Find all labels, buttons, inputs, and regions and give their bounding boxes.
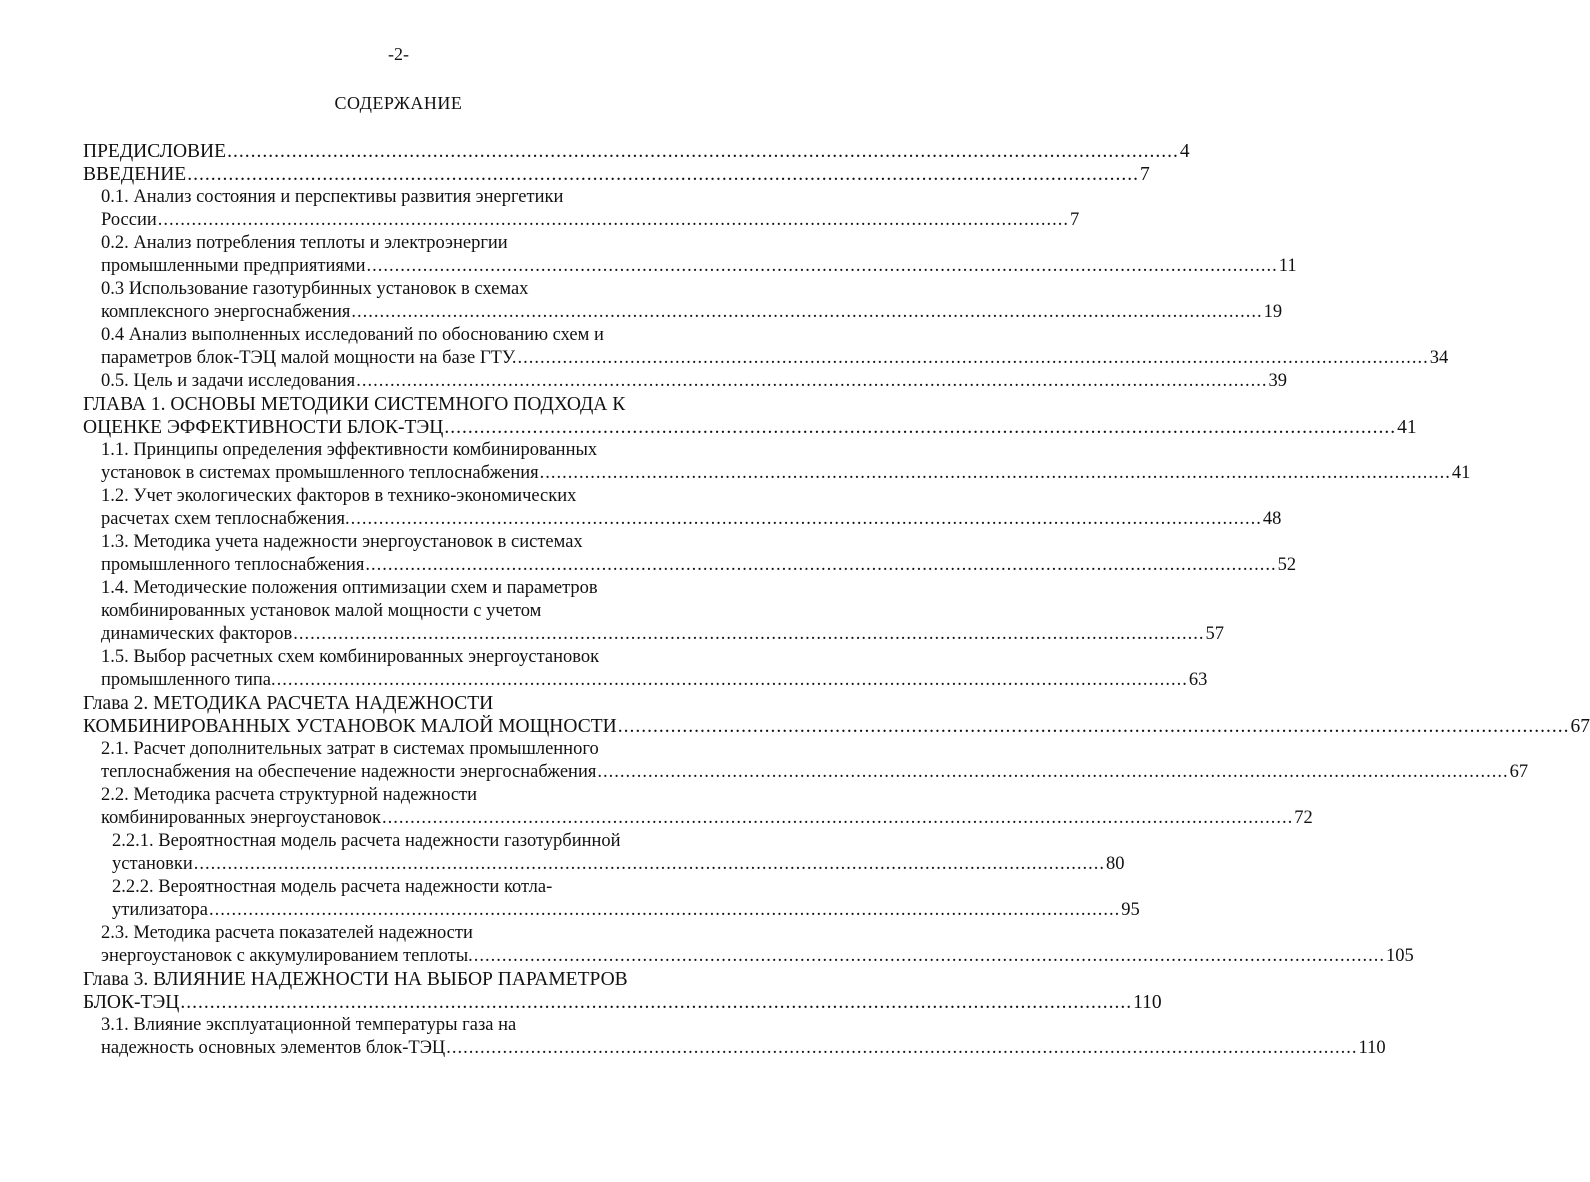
toc-entry-page: 57 <box>1205 624 1225 644</box>
leader-dots: .................................................................................................................................................................. <box>193 854 1106 874</box>
toc-entry-0-4[interactable] <box>101 324 1449 370</box>
leader-dots: .................................................................................................................................................................. <box>293 624 1205 644</box>
toc-entry-page: 48 <box>1262 509 1282 529</box>
toc-entry-page: 41 <box>1451 463 1471 483</box>
toc-entry-preface[interactable] <box>83 140 1190 163</box>
toc-entry-line: 2.2. Методика расчета структурной надежности <box>101 785 478 805</box>
toc-entry-line: 1.3. Методика учета надежности энергоустановок в системах <box>101 532 583 552</box>
toc-entry-line: 0.4 Анализ выполненных исследований по обоснованию схем и <box>101 325 604 345</box>
toc-entry-1-5[interactable] <box>101 646 1208 692</box>
toc-entry-page: 34 <box>1429 348 1449 368</box>
leader-dots: .................................................................................................................................................................. <box>617 716 1570 737</box>
toc-entry-line: 0.1. Анализ состояния и перспективы развития энергетики <box>101 187 564 207</box>
toc-entry-2-3[interactable] <box>101 922 1414 968</box>
leader-dots: .................................................................................................................................................................. <box>539 463 1451 483</box>
toc-entry-title: промышленного типа. <box>101 670 276 690</box>
toc-entry-title: ВВЕДЕНИЕ <box>83 164 187 185</box>
toc-entry-title: 0.5. Цель и задачи исследования <box>101 371 356 391</box>
toc-entry-title: России <box>101 210 157 230</box>
leader-dots: .................................................................................................................................................................. <box>180 992 1133 1013</box>
toc-entry-page: 4 <box>1179 141 1190 162</box>
toc-entry-line: 1.1. Принципы определения эффективности комбинированных <box>101 440 598 460</box>
toc-entry-page: 52 <box>1277 555 1297 575</box>
toc-entry-line: 1.5. Выбор расчетных схем комбинированных энергоустановок <box>101 647 600 667</box>
toc-entry-page: 67 <box>1509 762 1529 782</box>
toc-entry-1-1[interactable] <box>101 439 1471 485</box>
toc-entry-title: ОЦЕНКЕ ЭФФЕКТИВНОСТИ БЛОК-ТЭЦ <box>83 417 444 438</box>
leader-dots: .................................................................................................................................................................. <box>187 164 1139 185</box>
toc-entry-line: 2.2.1. Вероятностная модель расчета надежности газотурбинной <box>112 831 621 851</box>
toc-entry-2-1[interactable] <box>101 738 1529 784</box>
toc-entry-0-2[interactable] <box>101 232 1297 278</box>
toc-entry-line: комбинированных установок малой мощности с учетом <box>101 601 542 621</box>
toc-entry-page: 19 <box>1263 302 1283 322</box>
toc-entry-1-4[interactable] <box>101 577 1225 646</box>
toc-entry-page: 105 <box>1386 946 1414 966</box>
toc-entry-page: 7 <box>1139 164 1150 185</box>
toc-entry-line: 0.2. Анализ потребления теплоты и электроэнергии <box>101 233 508 253</box>
toc-entry-line: Глава 3. ВЛИЯНИЕ НАДЕЖНОСТИ НА ВЫБОР ПАРАМЕТРОВ <box>83 969 628 990</box>
toc-entry-title: теплоснабжения на обеспечение надежности энергоснабжения <box>101 762 597 782</box>
leader-dots: .................................................................................................................................................................. <box>366 256 1278 276</box>
toc-entry-chapter-1[interactable] <box>83 393 1417 439</box>
leader-dots: .................................................................................................................................................................. <box>208 900 1121 920</box>
toc-entry-title: надежность основных элементов блок-ТЭЦ <box>101 1038 446 1058</box>
toc-entry-line: 2.1. Расчет дополнительных затрат в системах промышленного <box>101 739 599 759</box>
toc-entry-title: ПРЕДИСЛОВИЕ <box>83 141 227 162</box>
toc-entry-page: 63 <box>1188 670 1208 690</box>
toc-entry-0-5[interactable] <box>101 370 1287 393</box>
toc-entry-title: БЛОК-ТЭЦ <box>83 992 180 1013</box>
toc-entry-page: 39 <box>1268 371 1287 391</box>
toc-entry-line: 1.2. Учет экологических факторов в технико-экономических <box>101 486 577 506</box>
toc-entry-2-2-2[interactable] <box>112 876 1140 922</box>
toc-entry-page: 67 <box>1570 716 1590 737</box>
toc-entry-page: 7 <box>1070 210 1080 230</box>
toc-entry-0-3[interactable] <box>101 278 1283 324</box>
toc-entry-chapter-2[interactable] <box>83 692 1590 738</box>
toc-entry-page: 72 <box>1294 808 1313 828</box>
toc-entry-page: 95 <box>1121 900 1140 920</box>
toc-entry-title: расчетах схем теплоснабжения. <box>101 509 350 529</box>
toc-entry-3-1[interactable] <box>101 1014 1386 1060</box>
toc-entry-page: 110 <box>1133 992 1162 1013</box>
toc-entry-line: 0.3 Использование газотурбинных установок в схемах <box>101 279 529 299</box>
leader-dots: .................................................................................................................................................................. <box>157 210 1070 230</box>
leader-dots: .................................................................................................................................................................. <box>350 509 1262 529</box>
toc-entry-line: Глава 2. МЕТОДИКА РАСЧЕТА НАДЕЖНОСТИ <box>83 693 494 714</box>
leader-dots: .................................................................................................................................................................. <box>473 946 1385 966</box>
leader-dots: .................................................................................................................................................................. <box>382 808 1294 828</box>
toc-entry-title: комбинированных энергоустановок <box>101 808 382 828</box>
toc-entry-1-2[interactable] <box>101 485 1282 531</box>
toc-entry-title: установки <box>112 854 193 874</box>
toc-entry-title: промышленными предприятиями <box>101 256 366 276</box>
toc-title: СОДЕРЖАНИЕ <box>334 93 463 113</box>
leader-dots: .................................................................................................................................................................. <box>227 141 1179 162</box>
leader-dots: .................................................................................................................................................................. <box>365 555 1277 575</box>
toc-entry-title: комплексного энергоснабжения <box>101 302 351 322</box>
toc-entry-page: 110 <box>1358 1038 1386 1058</box>
toc-entry-line: 2.3. Методика расчета показателей надежности <box>101 923 473 943</box>
toc-entry-line: ГЛАВА 1. ОСНОВЫ МЕТОДИКИ СИСТЕМНОГО ПОДХОДА К <box>83 394 626 415</box>
toc-entry-title: энергоустановок с аккумулированием теплоты. <box>101 946 473 966</box>
toc-entry-0-1[interactable] <box>101 186 1080 232</box>
leader-dots: .................................................................................................................................................................. <box>351 302 1263 322</box>
leader-dots: .................................................................................................................................................................. <box>517 348 1429 368</box>
toc-entry-introduction[interactable] <box>83 163 1150 186</box>
leader-dots: .................................................................................................................................................................. <box>276 670 1188 690</box>
toc-entry-page: 80 <box>1106 854 1125 874</box>
toc-entry-2-2[interactable] <box>101 784 1313 830</box>
leader-dots: .................................................................................................................................................................. <box>597 762 1509 782</box>
toc-entry-line: 1.4. Методические положения оптимизации схем и параметров <box>101 578 598 598</box>
toc-entry-line: 3.1. Влияние эксплуатационной температуры газа на <box>101 1015 517 1035</box>
toc-entry-chapter-3[interactable] <box>83 968 1162 1014</box>
toc-entry-2-2-1[interactable] <box>112 830 1125 876</box>
toc-entry-title: промышленного теплоснабжения <box>101 555 365 575</box>
toc-entry-page: 41 <box>1397 417 1417 438</box>
leader-dots: .................................................................................................................................................................. <box>444 417 1397 438</box>
toc-entry-page: 11 <box>1278 256 1297 276</box>
toc-entry-title: установок в системах промышленного теплоснабжения <box>101 463 539 483</box>
leader-dots: .................................................................................................................................................................. <box>446 1038 1358 1058</box>
toc-entry-1-3[interactable] <box>101 531 1297 577</box>
toc-entry-title: утилизатора <box>112 900 208 920</box>
toc-entry-line: 2.2.2. Вероятностная модель расчета надежности котла- <box>112 877 553 897</box>
toc-entry-title: параметров блок-ТЭЦ малой мощности на базе ГТУ. <box>101 348 517 368</box>
page-number: -2- <box>388 44 409 64</box>
toc-entry-title: динамических факторов <box>101 624 293 644</box>
leader-dots: .................................................................................................................................................................. <box>356 371 1268 391</box>
toc-entry-title: КОМБИНИРОВАННЫХ УСТАНОВОК МАЛОЙ МОЩНОСТИ <box>83 716 617 737</box>
